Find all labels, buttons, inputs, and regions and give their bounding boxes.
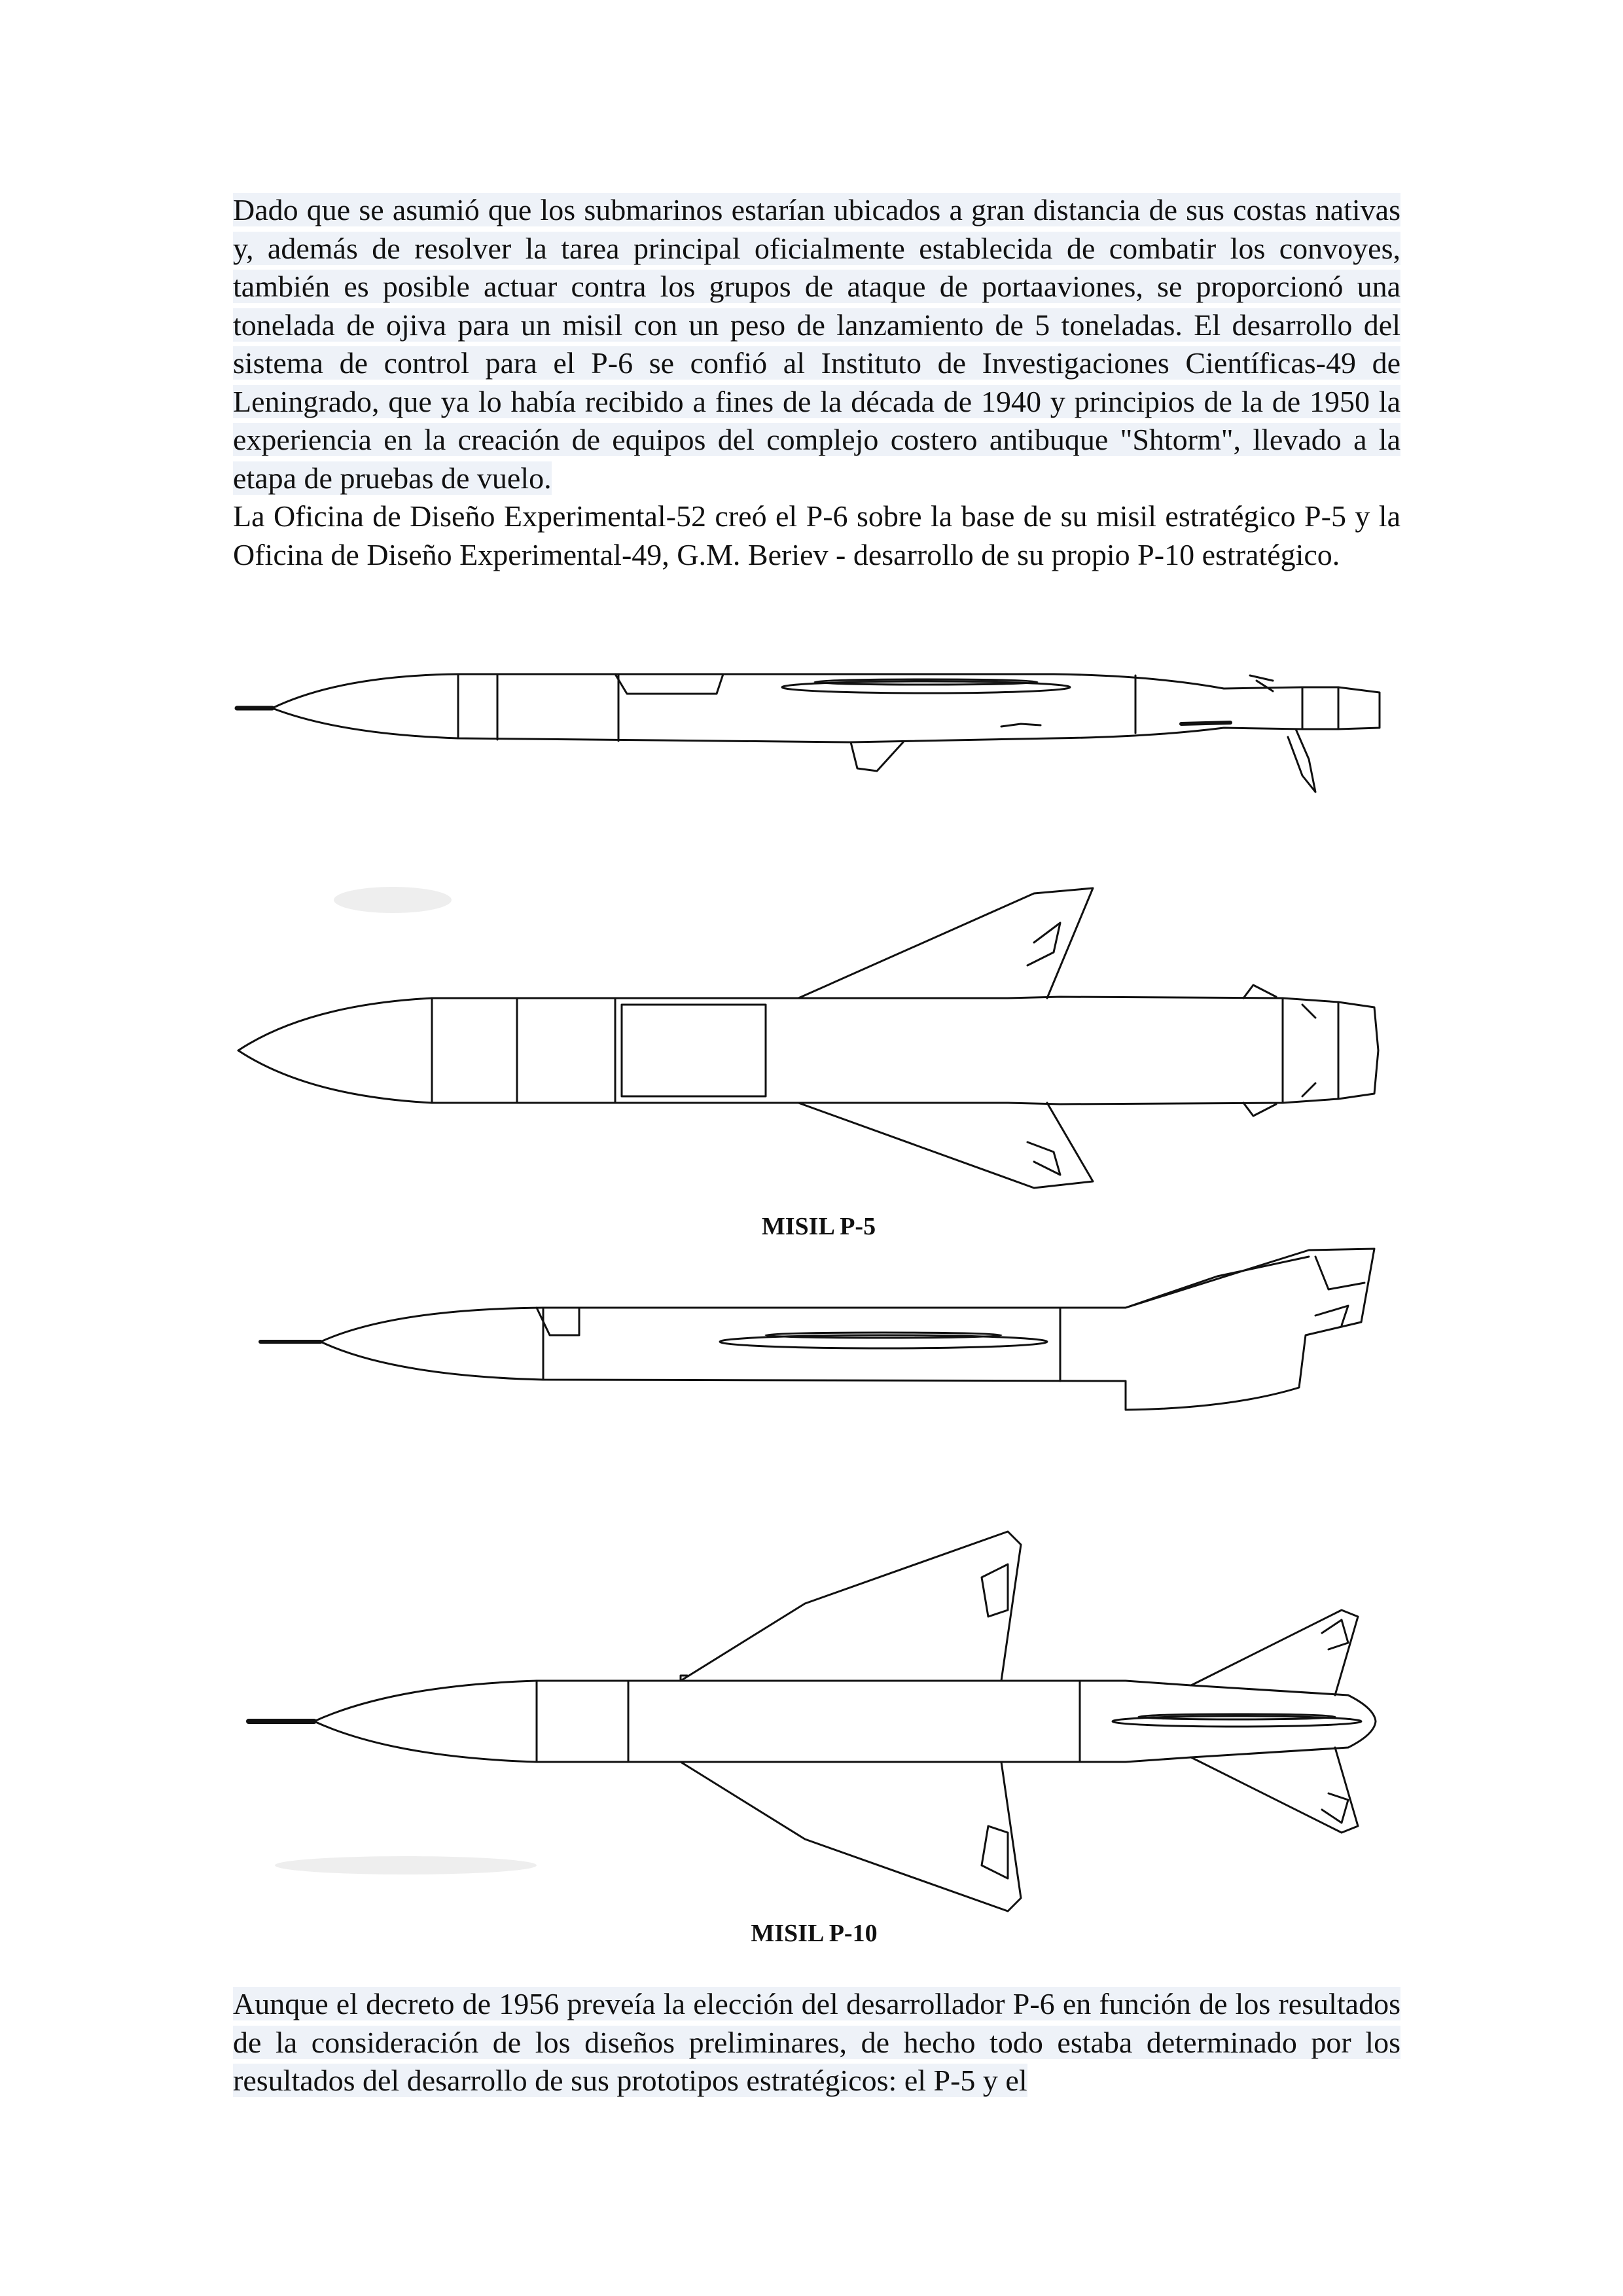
paragraph-3	[233, 1985, 1400, 2100]
caption-p10: MISIL P-10	[751, 1920, 878, 1947]
p10-side-view-drawing	[0, 1237, 1623, 1433]
paragraph-1-text: Dado que se asumió que los submarinos estarían ubicados a gran distancia de sus costas nativas y, además de resolver la tarea principal oficialmente establecida de combatir los convoyes, también es posible actuar contra los grupos de ataque de portaaviones, se proporcionó una tonelada de ojiva para un misil con un peso de lanzamiento de 5 toneladas. El desarrollo del sistema de control para el P-6 se confió al Instituto de Investigaciones Científicas-49 de Leningrado, que ya lo había recibido a fines de la década de 1940 y principios de la de 1950 la experiencia en la creación de equipos del complejo costero antibuque "Shtorm", llevado a la etapa de pruebas de vuelo.	[233, 193, 1400, 495]
paragraph-2	[233, 497, 1400, 574]
paragraph-3-text: Aunque el decreto de 1956 preveía la elección del desarrollador P-6 en función de los resultados de la consideración de los diseños preliminares, de hecho todo estaba determinado por los resultados del desarrollo de sus prototipos estratégicos: el P-5 y el	[233, 1987, 1400, 2097]
paragraph-1	[233, 191, 1400, 497]
paragraph-2-text: La Oficina de Diseño Experimental-52 creó el P-6 sobre la base de su misil estratégico P-5 y la Oficina de Diseño Experimental-49, G.M. Beriev - desarrollo de su propio P-10 estratégico.	[233, 499, 1400, 571]
p5-plan-view-drawing	[0, 874, 1623, 1201]
p5-side-view-drawing	[0, 661, 1623, 805]
caption-p5: MISIL P-5	[761, 1213, 876, 1240]
p10-plan-view-drawing	[0, 1525, 1623, 1878]
